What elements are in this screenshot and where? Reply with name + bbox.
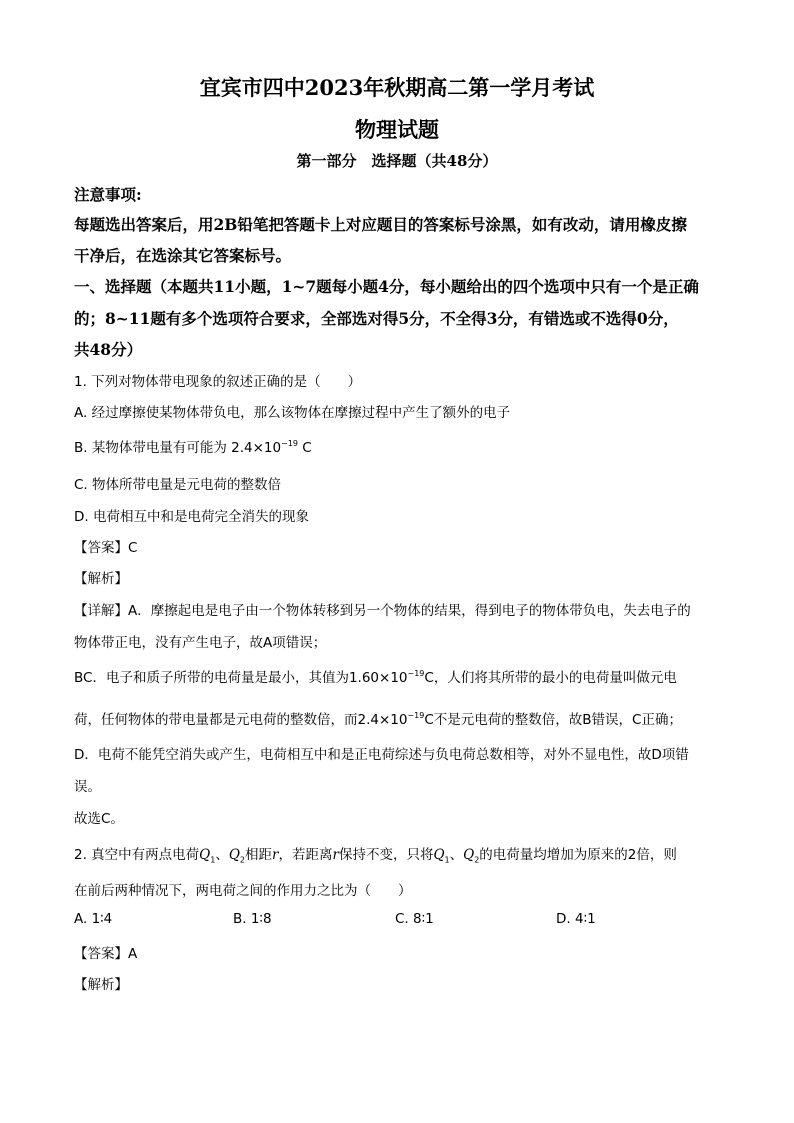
- q2-answer: [74, 942, 137, 962]
- answer-value: C: [128, 540, 138, 556]
- q2-analysis-tag: 【解析】: [74, 977, 128, 993]
- q1-conclusion: 故选C。: [74, 811, 124, 827]
- q2-option-d: D. 4∶1: [556, 911, 596, 927]
- q2-option-c: C. 8∶1: [395, 911, 434, 927]
- q2-option-a: A. 1∶4: [74, 911, 113, 927]
- section-line-3: 共48分）: [74, 340, 143, 359]
- notice-line-1: 每题选出答案后，用2B铅笔把答题卡上对应题目的答案标号涂黑，如有改动，请用橡皮擦: [74, 215, 687, 234]
- notice-line-2: 干净后，在选涂其它答案标号。: [74, 246, 292, 265]
- section-line-2: 的；8~11题有多个选项符合要求，全部选对得5分，不全得3分，有错选或不选得0分，: [74, 309, 679, 328]
- q1-detail-bc-2: 荷，任何物体的带电量都是元电荷的整数倍，而$2.4\times 10^{-19}C$不是元电荷的整数倍，故B错误，C正确；: [74, 711, 682, 728]
- subject-title: 物理试题: [355, 117, 439, 142]
- exam-title: 宜宾市四中2023年秋期高二第一学月考试: [199, 75, 595, 100]
- q2-stem-line-2: 在前后两种情况下，两电荷之间的作用力之比为（ ）: [74, 883, 412, 899]
- q1-analysis-tag: 【解析】: [74, 571, 128, 587]
- q2-option-b: B. 1∶8: [233, 911, 272, 927]
- q1-option-b: B. 某物体带电量有可能为 $2.4\times 10^{-19}$ C: [74, 439, 312, 456]
- part-heading: 第一部分 选择题（共48分）: [296, 152, 498, 170]
- q2-stem-line-1: 2. 真空中有两点电荷$Q_1$、$Q_2$相距r，若距离r保持不变，只将$Q_1$、$Q_2$的电荷量均增加为原来的2倍，则: [74, 847, 677, 865]
- q1-detail-line-2: 物体带正电，没有产生电子，故A项错误；: [74, 635, 327, 651]
- q1-detail-d-2: 误。: [74, 779, 101, 795]
- q1-detail-bc-1: BC．电子和质子所带的电荷量是最小，其值为$1.60\times 10^{-19}C$，人们将其所带的最小的电荷量叫做元电: [74, 669, 677, 686]
- q1-detail-line-1: 【详解】A．摩擦起电是电子由一个物体转移到另一个物体的结果，得到电子的物体带负电，失去电子的: [74, 603, 691, 619]
- answer-value: A: [128, 946, 138, 962]
- q1-answer: [74, 536, 137, 556]
- section-line-1: 一、选择题（本题共11小题，1~7题每小题4分，每小题给出的四个选项中只有一个是正确: [74, 277, 699, 296]
- answer-tag: 【答案】: [74, 540, 128, 556]
- q1-stem: 1. 下列对物体带电现象的叙述正确的是（ ）: [74, 374, 362, 390]
- q1-option-a: A. 经过摩擦使某物体带负电，那么该物体在摩擦过程中产生了额外的电子: [74, 405, 511, 421]
- notice-heading: 注意事项:: [74, 185, 142, 204]
- q1-detail-d-1: D．电荷不能凭空消失或产生，电荷相互中和是正电荷综述与负电荷总数相等，对外不显电性，故D项错: [74, 747, 689, 763]
- answer-tag: 【答案】: [74, 946, 128, 962]
- q1-option-c: C. 物体所带电量是元电荷的整数倍: [74, 477, 282, 493]
- q1-option-d: D. 电荷相互中和是电荷完全消失的现象: [74, 509, 309, 525]
